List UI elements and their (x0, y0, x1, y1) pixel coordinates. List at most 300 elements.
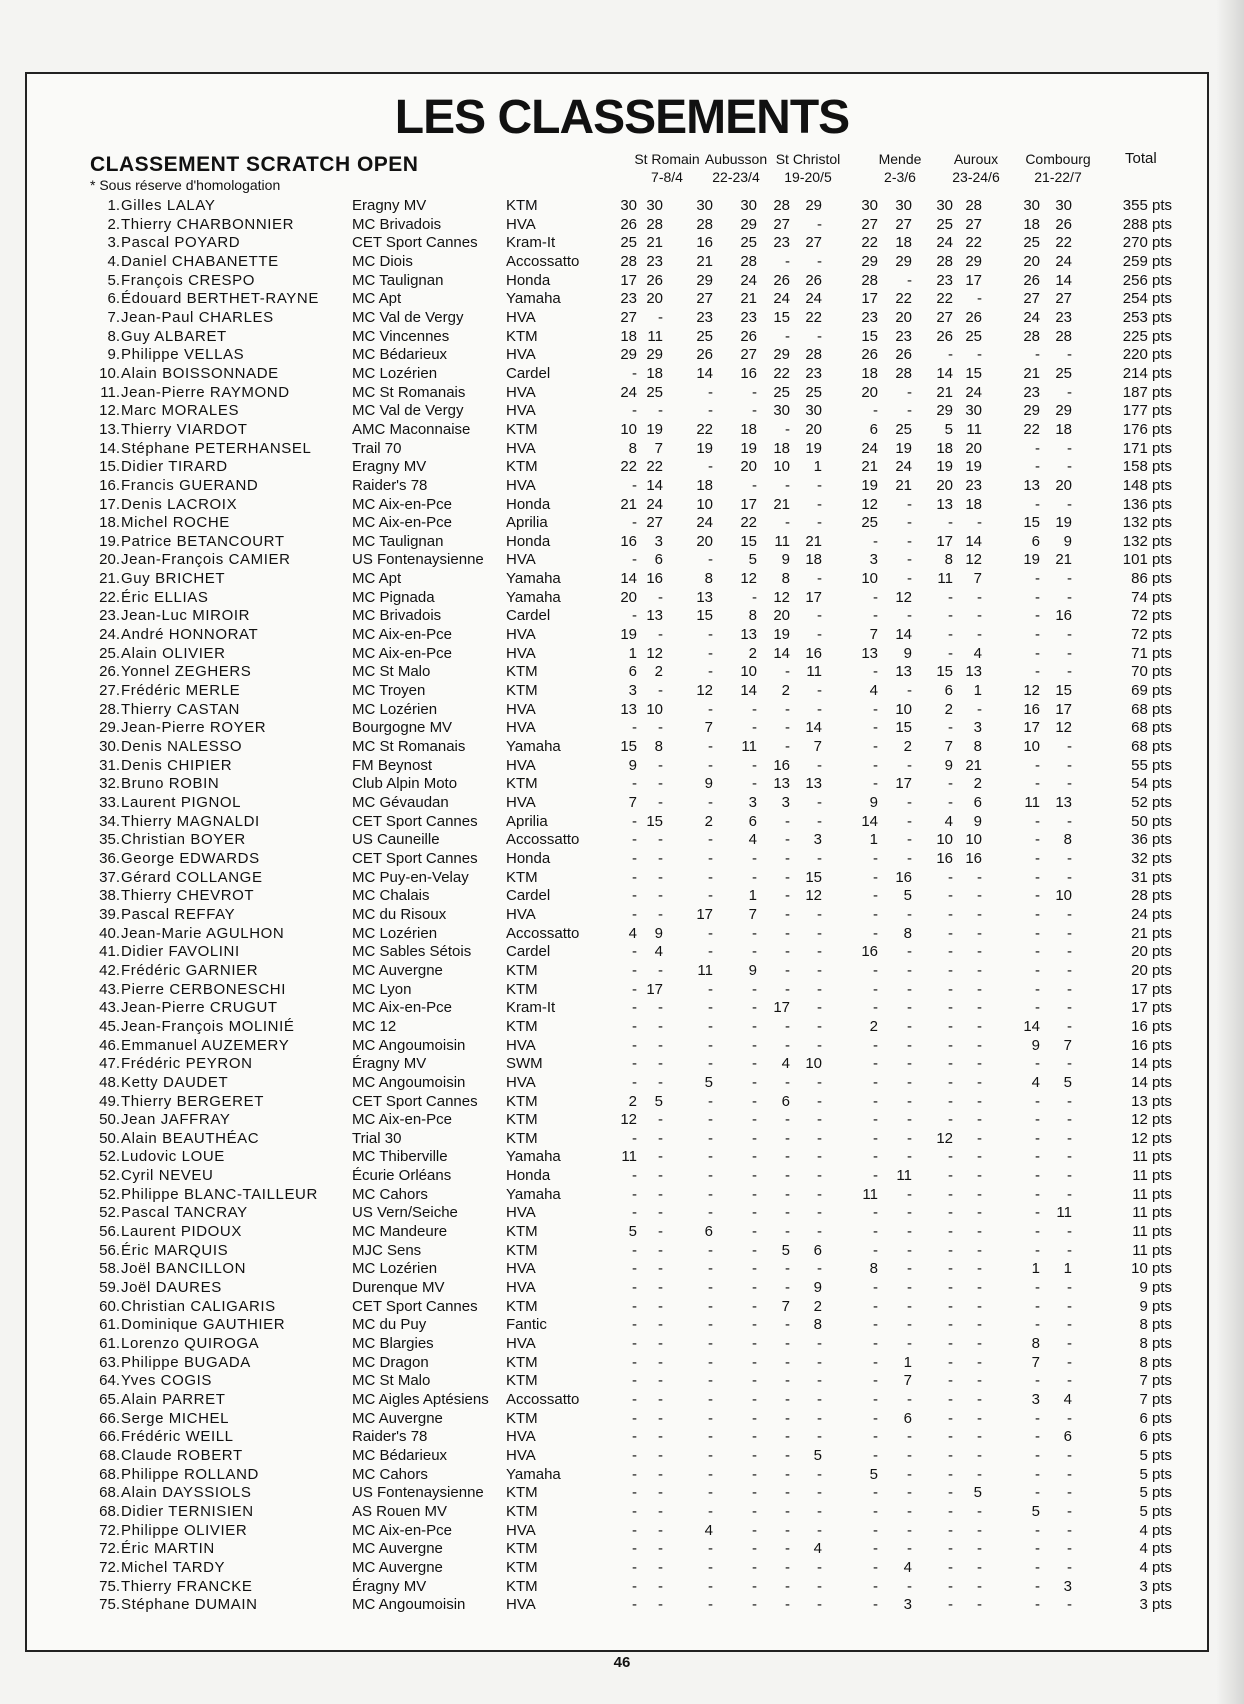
total-cell: 86 pts (1131, 570, 1172, 588)
points-cell: 23 (620, 290, 637, 308)
points-cell: 15 (861, 327, 878, 345)
points-cell: - (1067, 1279, 1072, 1297)
rank-cell: 15. (99, 458, 120, 476)
points-cell: 9 (628, 756, 637, 774)
total-cell: 132 pts (1122, 514, 1172, 532)
points-cell: - (708, 1372, 713, 1390)
table-row (0, 1522, 1244, 1541)
points-cell: 24 (895, 458, 912, 476)
points-cell: - (948, 626, 953, 644)
motorcycle-cell: KTM (506, 1241, 538, 1259)
points-cell: - (752, 775, 757, 793)
table-row (0, 197, 1244, 216)
rank-cell: 66. (99, 1409, 120, 1427)
points-cell: - (752, 1409, 757, 1427)
points-cell: 24 (740, 271, 757, 289)
club-cell: MC Auvergne (352, 961, 443, 979)
club-cell: MC Pignada (352, 588, 435, 606)
points-cell: - (1035, 849, 1040, 867)
points-cell: - (1067, 812, 1072, 830)
rank-cell: 52. (99, 1204, 120, 1222)
points-cell: - (658, 402, 663, 420)
points-cell: - (948, 588, 953, 606)
rank-cell: 10. (99, 364, 120, 382)
points-cell: - (1035, 1204, 1040, 1222)
table-row (0, 887, 1244, 906)
points-cell: - (708, 794, 713, 811)
points-cell: 5 (654, 1092, 663, 1110)
points-cell: - (785, 719, 790, 737)
points-cell: - (1035, 1521, 1040, 1539)
total-cell: 14 pts (1131, 1073, 1172, 1091)
points-cell: - (708, 1428, 713, 1446)
table-row (0, 551, 1244, 570)
points-cell: - (658, 1055, 663, 1073)
points-cell: - (658, 1260, 663, 1278)
rider-name-cell: Frédéric MERLE (121, 682, 241, 700)
rider-name-cell: Jean-Paul CHARLES (121, 308, 274, 326)
total-cell: 5 pts (1139, 1484, 1172, 1502)
points-cell: - (658, 719, 663, 737)
points-cell: - (708, 1260, 713, 1278)
points-cell: 3 (1031, 1391, 1040, 1408)
rank-cell: 30. (99, 738, 120, 756)
points-cell: - (658, 1279, 663, 1297)
club-cell: MJC Sens (352, 1241, 422, 1259)
points-cell: 29 (1055, 402, 1072, 420)
points-cell: - (658, 1558, 663, 1576)
points-cell: 30 (620, 197, 637, 214)
total-cell: 270 pts (1122, 234, 1172, 252)
points-cell: 25 (646, 383, 663, 401)
points-cell: 6 (1063, 1428, 1072, 1446)
points-cell: - (817, 756, 822, 774)
rider-name-cell: Philippe VELLAS (121, 346, 245, 364)
points-cell: - (873, 1484, 878, 1502)
rank-cell: 66. (99, 1428, 120, 1446)
motorcycle-cell: KTM (506, 1297, 538, 1315)
points-cell: 7 (944, 738, 953, 756)
points-cell: - (752, 1297, 757, 1315)
points-cell: 20 (1055, 476, 1072, 494)
points-cell: 20 (895, 308, 912, 326)
points-cell: 24 (1023, 308, 1040, 326)
points-cell: - (948, 1223, 953, 1241)
points-cell: - (907, 570, 912, 588)
motorcycle-cell: Yamaha (506, 1465, 561, 1483)
points-cell: 29 (696, 271, 713, 289)
points-cell: - (708, 1297, 713, 1315)
points-cell: 27 (965, 215, 982, 233)
club-cell: Éragny MV (352, 1577, 427, 1595)
points-cell: - (708, 458, 713, 476)
points-cell: - (785, 887, 790, 905)
points-cell: 14 (861, 812, 878, 830)
points-cell: 15 (773, 308, 790, 326)
points-cell: 29 (965, 252, 982, 270)
points-cell: - (632, 943, 637, 961)
points-cell: 25 (1055, 364, 1072, 382)
table-row (0, 234, 1244, 253)
points-cell: 23 (895, 327, 912, 345)
points-cell: 24 (805, 290, 822, 308)
points-cell: 12 (895, 588, 912, 606)
rider-name-cell: Serge MICHEL (121, 1409, 230, 1427)
points-cell: - (948, 1428, 953, 1446)
club-cell: MC Aix-en-Pce (352, 1521, 453, 1539)
points-cell: - (752, 476, 757, 494)
rank-cell: 72. (99, 1558, 120, 1576)
points-cell: - (1035, 1409, 1040, 1427)
points-cell: - (873, 1036, 878, 1054)
points-cell: - (1035, 924, 1040, 942)
points-cell: - (948, 943, 953, 961)
points-cell: - (948, 1073, 953, 1091)
points-cell: 30 (861, 197, 878, 214)
points-cell: - (708, 700, 713, 718)
rank-cell: 63. (99, 1353, 120, 1371)
points-cell: - (658, 961, 663, 979)
points-cell: - (873, 1428, 878, 1446)
points-cell: 19 (895, 439, 912, 457)
points-cell: - (1035, 495, 1040, 513)
total-cell: 253 pts (1122, 308, 1172, 326)
points-cell: 13 (895, 663, 912, 681)
total-cell: 16 pts (1131, 1017, 1172, 1035)
points-cell: - (785, 1260, 790, 1278)
club-cell: Bourgogne MV (352, 719, 453, 737)
points-cell: - (785, 1540, 790, 1558)
points-cell: - (873, 700, 878, 718)
points-cell: 26 (861, 346, 878, 364)
points-cell: - (948, 1092, 953, 1110)
rider-name-cell: Francis GUERAND (121, 476, 259, 494)
rank-cell: 20. (99, 551, 120, 569)
points-cell: 30 (740, 197, 757, 214)
rider-name-cell: Daniel CHABANETTE (121, 252, 279, 270)
rider-name-cell: Thierry CASTAN (121, 700, 240, 718)
points-cell: - (977, 1521, 982, 1539)
points-cell: 6 (704, 1223, 713, 1241)
total-cell: 3 pts (1139, 1577, 1172, 1595)
rank-cell: 43. (99, 999, 120, 1017)
points-cell: - (785, 514, 790, 532)
points-cell: - (785, 1111, 790, 1129)
table-row (0, 272, 1244, 291)
table-row (0, 1186, 1244, 1205)
points-cell: 7 (748, 905, 757, 923)
motorcycle-cell: HVA (506, 1073, 536, 1091)
points-cell: - (948, 1596, 953, 1614)
race-name: Auroux (953, 151, 999, 167)
points-cell: 11 (966, 420, 982, 438)
rider-name-cell: Alain PARRET (121, 1391, 226, 1408)
points-cell: 8 (781, 570, 790, 588)
points-cell: 28 (740, 252, 757, 270)
points-cell: - (873, 532, 878, 550)
motorcycle-cell: HVA (506, 719, 536, 737)
club-cell: MC Aigles Aptésiens (352, 1391, 489, 1408)
total-cell: 68 pts (1131, 719, 1172, 737)
points-cell: 30 (646, 197, 663, 214)
points-cell: - (817, 1521, 822, 1539)
points-cell: - (977, 607, 982, 625)
motorcycle-cell: HVA (506, 626, 536, 644)
points-cell: - (1067, 1316, 1072, 1334)
points-cell: - (907, 1279, 912, 1297)
points-cell: - (752, 1148, 757, 1166)
motorcycle-cell: KTM (506, 1092, 538, 1110)
motorcycle-cell: HVA (506, 402, 536, 420)
points-cell: - (948, 1017, 953, 1035)
table-row (0, 906, 1244, 925)
points-cell: - (873, 924, 878, 942)
points-cell: - (632, 1036, 637, 1054)
points-cell: 8 (628, 439, 637, 457)
rank-cell: 56. (99, 1241, 120, 1259)
points-cell: - (708, 1540, 713, 1558)
points-cell: - (708, 1167, 713, 1185)
points-cell: 26 (895, 346, 912, 364)
points-cell: - (948, 980, 953, 998)
points-cell: - (1067, 495, 1072, 513)
points-cell: - (977, 887, 982, 905)
points-cell: - (658, 626, 663, 644)
points-cell: - (977, 868, 982, 886)
points-cell: - (948, 1335, 953, 1353)
points-cell: - (873, 905, 878, 923)
points-cell: 4 (903, 1558, 912, 1576)
table-row (0, 309, 1244, 328)
points-cell: - (817, 252, 822, 270)
points-cell: 20 (696, 532, 713, 550)
points-cell: - (1035, 980, 1040, 998)
points-cell: 27 (620, 308, 637, 326)
points-cell: 1 (748, 887, 757, 905)
points-cell: 2 (654, 663, 663, 681)
club-cell: MC 12 (352, 1017, 397, 1035)
motorcycle-cell: KTM (506, 1409, 538, 1427)
points-cell: - (948, 1372, 953, 1390)
rider-name-cell: Thierry MAGNALDI (121, 812, 260, 830)
table-row (0, 663, 1244, 682)
points-cell: - (977, 1502, 982, 1520)
race-date: 23-24/6 (952, 169, 1000, 185)
points-cell: 9 (1031, 1036, 1040, 1054)
rider-name-cell: Thierry CHARBONNIER (121, 215, 295, 233)
points-cell: 18 (1023, 215, 1040, 233)
points-cell: 20 (646, 290, 663, 308)
points-cell: - (948, 607, 953, 625)
points-cell: - (1067, 999, 1072, 1017)
rank-cell: 1. (107, 197, 120, 214)
club-cell: MC Apt (352, 290, 402, 308)
points-cell: - (948, 775, 953, 793)
total-cell: 254 pts (1122, 290, 1172, 308)
points-cell: - (907, 831, 912, 849)
points-cell: 8 (813, 1316, 822, 1334)
club-cell: MC Lyon (352, 980, 412, 998)
points-cell: - (752, 1241, 757, 1259)
table-row (0, 813, 1244, 832)
total-cell: 8 pts (1139, 1335, 1172, 1353)
rider-name-cell: André HONNORAT (121, 626, 259, 644)
points-cell: - (1067, 905, 1072, 923)
points-cell: 9 (781, 551, 790, 569)
total-cell: 52 pts (1131, 794, 1172, 811)
rank-cell: 18. (99, 514, 120, 532)
rank-cell: 9. (107, 346, 120, 364)
club-cell: MC Puy-en-Velay (352, 868, 469, 886)
points-cell: 15 (895, 719, 912, 737)
points-cell: - (785, 1167, 790, 1185)
points-cell: 27 (936, 308, 953, 326)
points-cell: - (977, 1055, 982, 1073)
page-edge-shadow (1216, 0, 1244, 1704)
points-cell: - (977, 1391, 982, 1408)
points-cell: 5 (748, 551, 757, 569)
points-cell: - (977, 924, 982, 942)
total-cell: 54 pts (1131, 775, 1172, 793)
rider-name-cell: Christian CALIGARIS (121, 1297, 276, 1315)
points-cell: - (907, 812, 912, 830)
club-cell: MC Angoumoisin (352, 1036, 466, 1054)
points-cell: 1 (628, 644, 637, 662)
motorcycle-cell: KTM (506, 1111, 538, 1129)
points-cell: - (977, 1446, 982, 1464)
points-cell: - (817, 682, 822, 700)
points-cell: - (873, 1204, 878, 1222)
points-cell: - (873, 980, 878, 998)
motorcycle-cell: KTM (506, 682, 538, 700)
points-cell: 21 (861, 458, 878, 476)
points-cell: - (1067, 588, 1072, 606)
points-cell: - (785, 1185, 790, 1203)
points-cell: - (1035, 775, 1040, 793)
points-cell: - (1035, 1558, 1040, 1576)
points-cell: 27 (740, 346, 757, 364)
points-cell: 16 (1055, 607, 1072, 625)
club-cell: MC St Malo (352, 663, 431, 681)
points-cell: 29 (773, 346, 790, 364)
points-cell: - (948, 868, 953, 886)
points-cell: 14 (805, 719, 822, 737)
points-cell: - (632, 961, 637, 979)
points-cell: - (632, 1465, 637, 1483)
club-cell: MC Taulignan (352, 271, 444, 289)
points-cell: 3 (903, 1596, 912, 1614)
points-cell: - (948, 1502, 953, 1520)
motorcycle-cell: HVA (506, 383, 536, 401)
points-cell: - (977, 1260, 982, 1278)
club-cell: MC Aix-en-Pce (352, 644, 453, 662)
points-cell: 13 (1055, 794, 1072, 811)
points-cell: 22 (895, 290, 912, 308)
rider-name-cell: Michel TARDY (121, 1558, 226, 1576)
total-cell: 7 pts (1139, 1372, 1172, 1390)
points-cell: - (1067, 756, 1072, 774)
club-cell: MC du Risoux (352, 905, 447, 923)
table-row (0, 458, 1244, 477)
points-cell: - (1067, 1111, 1072, 1129)
total-cell: 32 pts (1131, 849, 1172, 867)
points-cell: - (752, 1204, 757, 1222)
points-cell: - (977, 1540, 982, 1558)
points-cell: 28 (773, 197, 790, 214)
table-row (0, 738, 1244, 757)
points-cell: - (785, 812, 790, 830)
points-cell: - (632, 849, 637, 867)
points-cell: 26 (965, 308, 982, 326)
points-cell: 11 (937, 570, 953, 588)
points-cell: - (632, 1372, 637, 1390)
points-cell: - (948, 887, 953, 905)
motorcycle-cell: KTM (506, 197, 538, 214)
rank-cell: 75. (99, 1596, 120, 1614)
rank-cell: 24. (99, 626, 120, 644)
total-cell: 20 pts (1131, 961, 1172, 979)
points-cell: 2 (973, 775, 982, 793)
total-cell: 11 pts (1132, 1204, 1172, 1222)
points-cell: - (752, 1260, 757, 1278)
points-cell: - (658, 1409, 663, 1427)
rider-name-cell: Michel ROCHE (121, 514, 230, 532)
table-row (0, 1260, 1244, 1279)
points-cell: - (632, 1073, 637, 1091)
points-cell: - (977, 1558, 982, 1576)
motorcycle-cell: HVA (506, 794, 536, 811)
points-cell: 30 (965, 402, 982, 420)
points-cell: 25 (936, 215, 953, 233)
points-cell: 6 (869, 420, 878, 438)
points-cell: - (948, 1167, 953, 1185)
points-cell: - (948, 1521, 953, 1539)
club-cell: AMC Maconnaise (352, 420, 471, 438)
rider-name-cell: Frédéric GARNIER (121, 961, 259, 979)
points-cell: 27 (861, 215, 878, 233)
total-cell: 70 pts (1131, 663, 1172, 681)
points-cell: 16 (936, 849, 953, 867)
rider-name-cell: Ketty DAUDET (121, 1073, 229, 1091)
points-cell: 28 (805, 346, 822, 364)
points-cell: 15 (936, 663, 953, 681)
points-cell: - (785, 1465, 790, 1483)
points-cell: - (632, 607, 637, 625)
motorcycle-cell: Kram-It (506, 234, 556, 252)
points-cell: - (1067, 439, 1072, 457)
points-cell: - (977, 588, 982, 606)
motorcycle-cell: Honda (506, 495, 551, 513)
points-cell: - (977, 1372, 982, 1390)
total-cell: 355 pts (1122, 197, 1172, 214)
points-cell: - (977, 1111, 982, 1129)
race-date: 21-22/7 (1034, 169, 1082, 185)
points-cell: - (632, 1353, 637, 1371)
motorcycle-cell: SWM (506, 1055, 543, 1073)
points-cell: 10 (1055, 887, 1072, 905)
table-row (0, 290, 1244, 309)
points-cell: - (907, 495, 912, 513)
points-cell: 23 (1023, 383, 1040, 401)
points-cell: - (1067, 1558, 1072, 1576)
points-cell: - (752, 999, 757, 1017)
points-cell: - (658, 775, 663, 793)
points-cell: - (658, 756, 663, 774)
rider-name-cell: Lorenzo QUIROGA (121, 1335, 260, 1353)
points-cell: - (708, 402, 713, 420)
points-cell: 30 (1055, 197, 1072, 214)
points-cell: - (658, 1502, 663, 1520)
